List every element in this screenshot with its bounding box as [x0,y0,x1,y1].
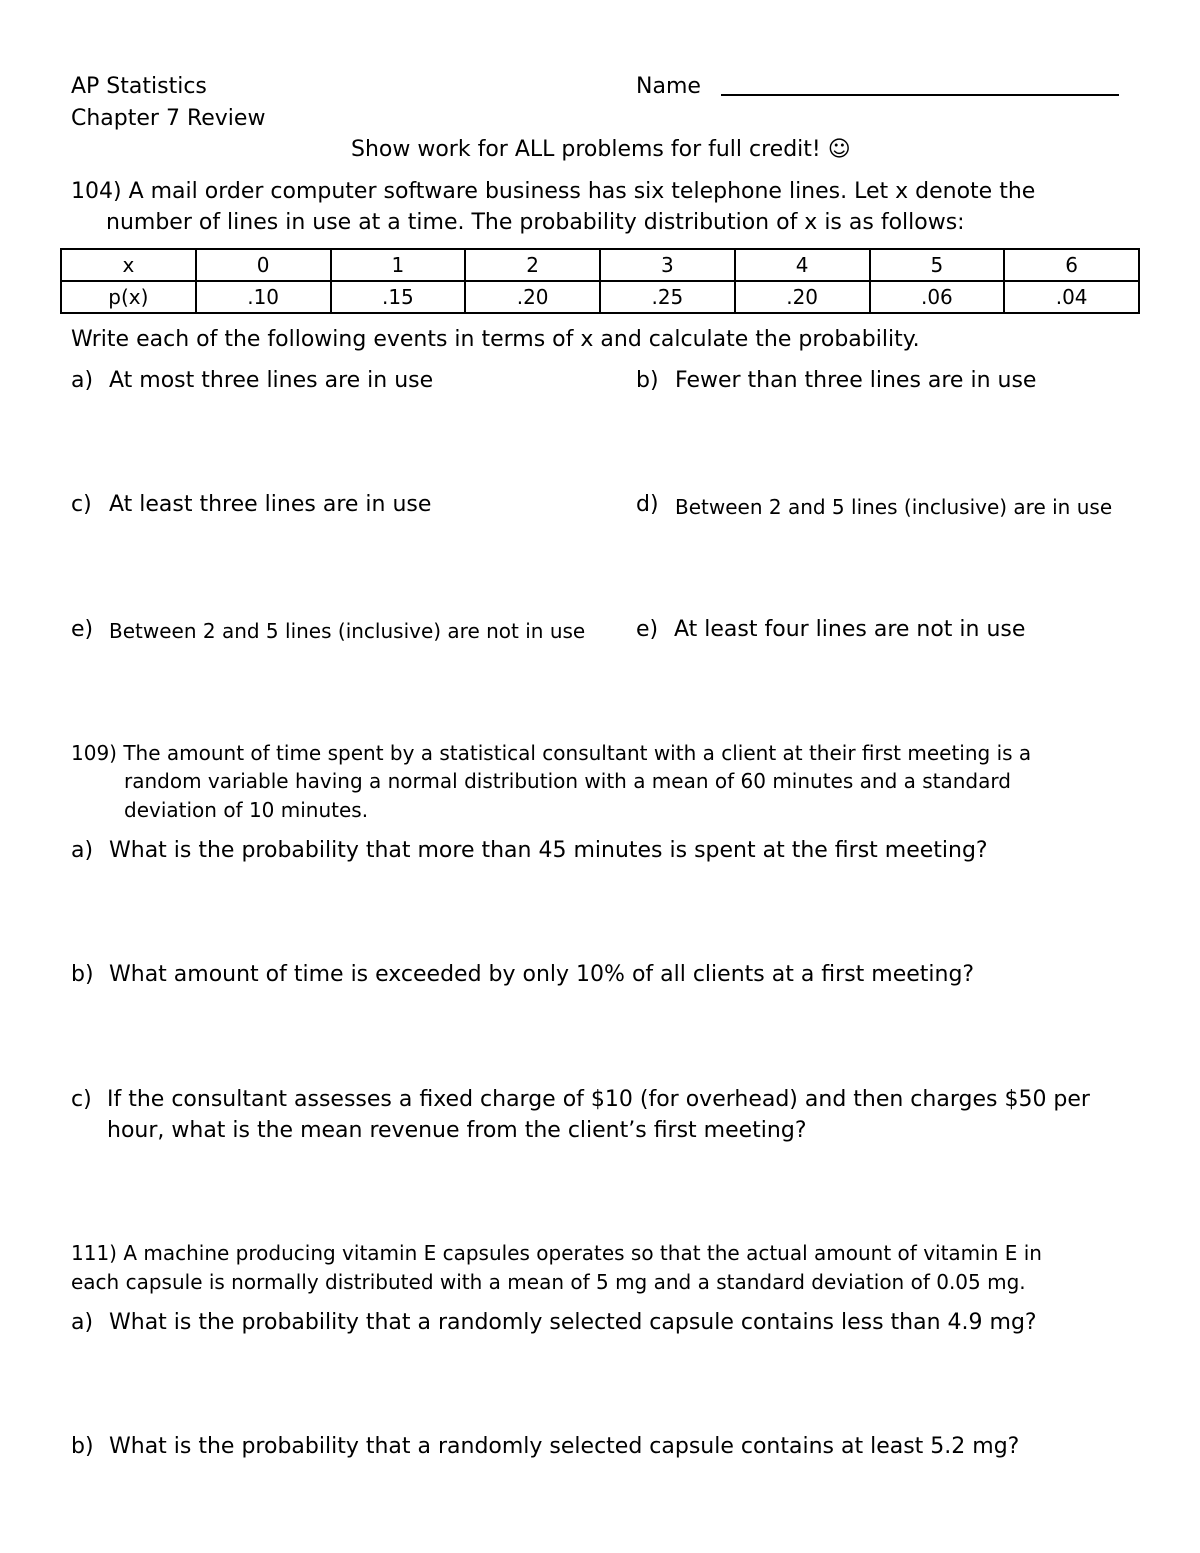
name-label: Name [636,74,701,99]
part-letter: a) [71,368,94,393]
table-cell: 6 [1004,249,1139,281]
table-cell: .04 [1004,281,1139,313]
part-c-text: If the consultant assesses a fixed charge of $10 (for overhead) and then charges $50 per [107,1087,1090,1112]
table-cell: 5 [870,249,1005,281]
part-letter: c) [71,492,92,517]
problem-109-line-1: 109) The amount of time spent by a statistical consultant with a client at their first meeting is a [71,741,1032,765]
table-cell: 1 [331,249,466,281]
part-e-text: Between 2 and 5 lines (inclusive) are not in use [109,619,586,643]
part-letter: b) [71,962,94,987]
table-cell: .20 [735,281,870,313]
part-a-text: At most three lines are in use [109,368,434,393]
chapter-title: Chapter 7 Review [71,106,266,131]
part-b-text: Fewer than three lines are in use [675,368,1037,393]
table-cell: .15 [331,281,466,313]
problem-104-line-1: 104) A mail order computer software business has six telephone lines. Let x denote the [71,179,1036,204]
problem-104-prompt: Write each of the following events in terms of x and calculate the probability. [71,327,920,352]
part-a-text: What is the probability that more than 45 minutes is spent at the first meeting? [109,838,988,863]
problem-111-line-1: 111) A machine producing vitamin E capsules operates so that the actual amount of vitamin E in [71,1241,1042,1265]
table-cell: 2 [465,249,600,281]
part-letter: b) [636,368,659,393]
part-a-text: What is the probability that a randomly selected capsule contains less than 4.9 mg? [109,1310,1037,1335]
part-b-text: What is the probability that a randomly selected capsule contains at least 5.2 mg? [109,1434,1020,1459]
course-title: AP Statistics [71,74,207,99]
part-letter: c) [71,1087,92,1112]
name-blank-line[interactable] [721,94,1119,96]
table-row-x [61,249,1139,281]
part-e2-text: At least four lines are not in use [674,617,1026,642]
problem-109-line-3: deviation of 10 minutes. [124,798,369,822]
table-cell: 4 [735,249,870,281]
part-d-text: Between 2 and 5 lines (inclusive) are in use [675,495,1113,519]
part-b-text: What amount of time is exceeded by only 10% of all clients at a first meeting? [109,962,975,987]
part-letter: b) [71,1434,94,1459]
table-cell: 3 [600,249,735,281]
problem-111-line-2: each capsule is normally distributed with a mean of 5 mg and a standard deviation of 0.05 mg. [71,1270,1026,1294]
table-cell: .25 [600,281,735,313]
part-letter: e) [71,617,94,642]
table-cell: 0 [196,249,331,281]
probability-distribution-table [60,248,1140,314]
part-letter: a) [71,1310,94,1335]
part-c-text-continued: hour, what is the mean revenue from the client’s first meeting? [107,1118,807,1143]
problem-109-line-2: random variable having a normal distribution with a mean of 60 minutes and a standard [124,769,1011,793]
table-cell: .10 [196,281,331,313]
part-letter: a) [71,838,94,863]
part-c-text: At least three lines are in use [109,492,432,517]
table-cell: .20 [465,281,600,313]
table-cell: .06 [870,281,1005,313]
table-cell: x [61,249,196,281]
table-cell: p(x) [61,281,196,313]
problem-104-line-2: number of lines in use at a time. The probability distribution of x is as follows: [106,210,965,235]
instructions: Show work for ALL problems for full credit! ☺ [351,137,851,162]
part-letter: e) [636,617,659,642]
table-row-px [61,281,1139,313]
part-letter: d) [636,492,659,517]
